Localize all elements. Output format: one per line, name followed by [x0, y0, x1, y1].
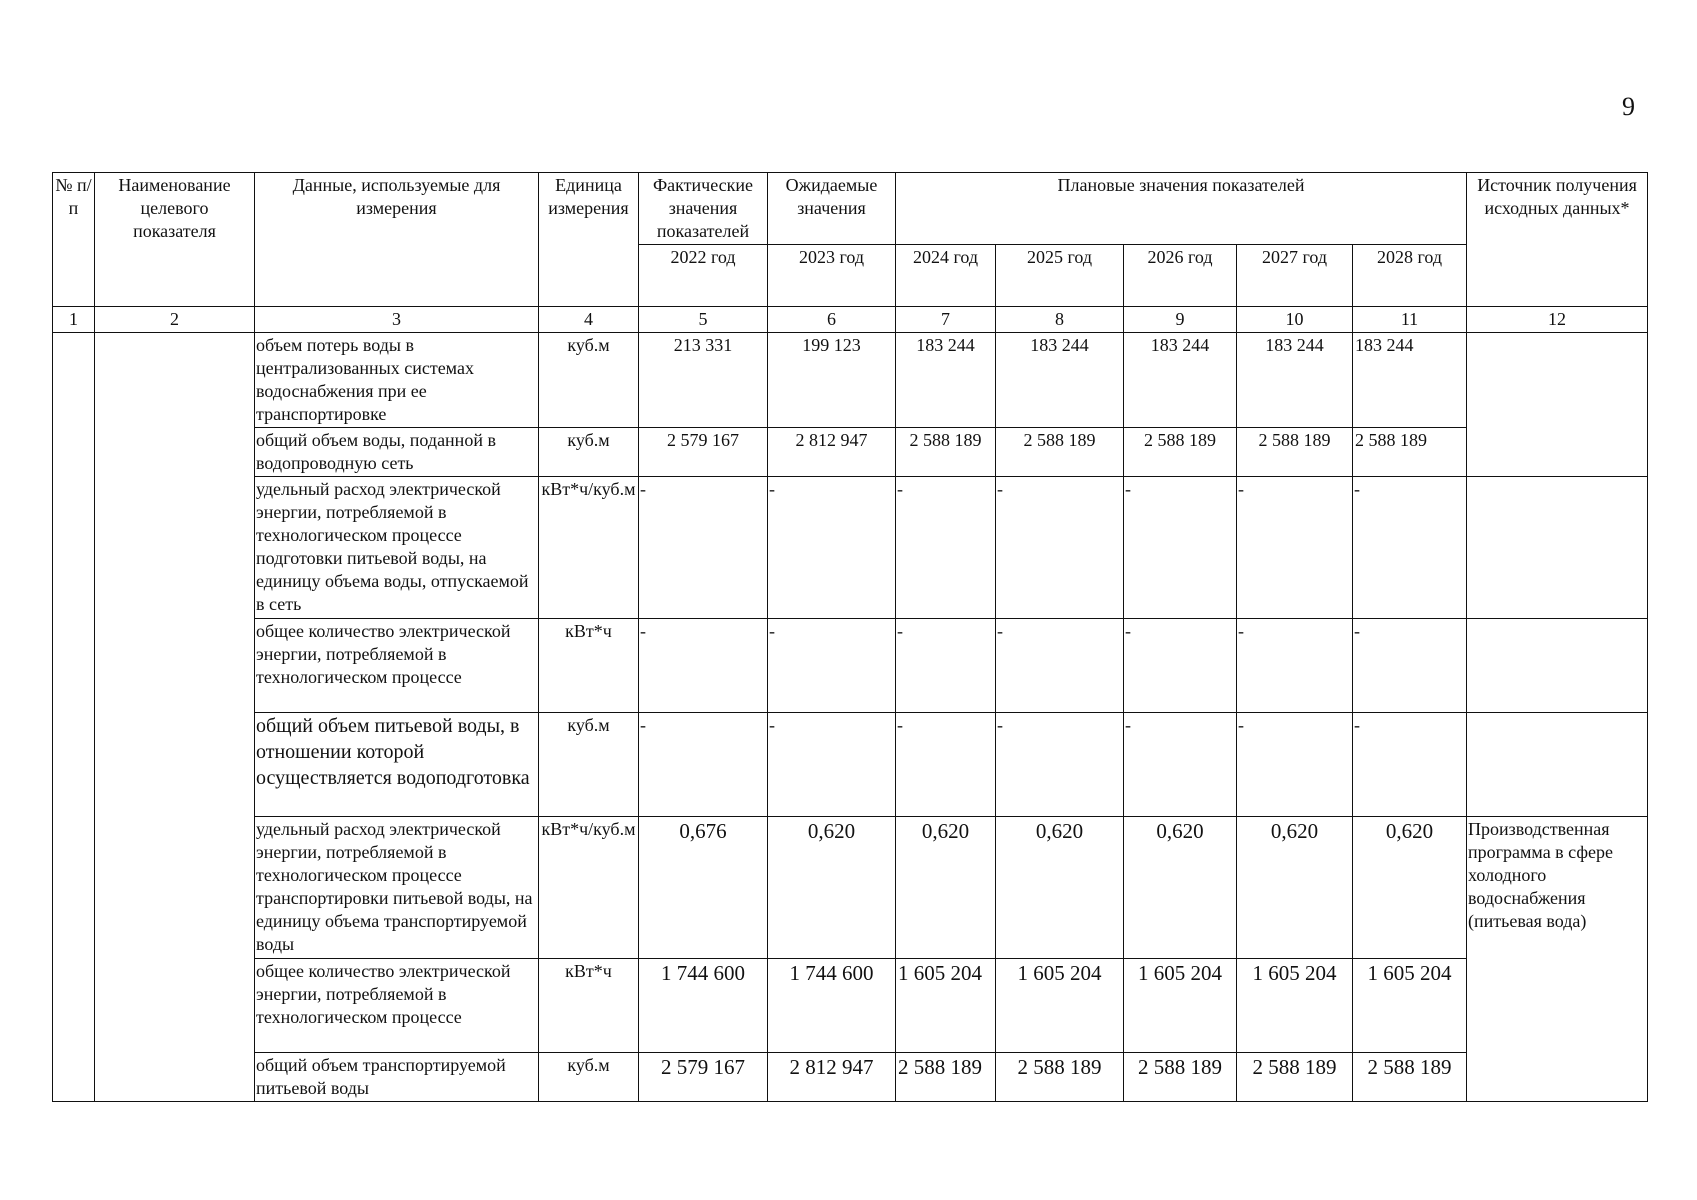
value-2024: -: [896, 713, 996, 817]
value-2023: 0,620: [768, 817, 896, 959]
value-2028: -: [1353, 713, 1467, 817]
value-2028: 1 605 204: [1353, 959, 1467, 1053]
value-2023: -: [768, 713, 896, 817]
header-planned: Плановые значения показателей: [896, 173, 1467, 245]
header-year-2025: 2025 год: [996, 245, 1124, 307]
source-cell-empty: [1467, 477, 1648, 619]
row-unit: куб.м: [539, 713, 639, 817]
value-2026: 0,620: [1124, 817, 1237, 959]
value-2024: -: [896, 619, 996, 713]
header-num: № п/п: [53, 173, 95, 307]
table-row: [53, 428, 1648, 477]
value-2027: -: [1237, 619, 1353, 713]
column-number: 3: [255, 307, 539, 333]
row-unit: куб.м: [539, 1053, 639, 1102]
value-2027: 1 605 204: [1237, 959, 1353, 1053]
column-number: 5: [639, 307, 768, 333]
column-number: 11: [1353, 307, 1467, 333]
column-number: 4: [539, 307, 639, 333]
value-2022: 1 744 600: [639, 959, 768, 1053]
value-2025: 0,620: [996, 817, 1124, 959]
header-name: Наименование целевого показателя: [95, 173, 255, 307]
row-unit: кВт*ч/куб.м: [539, 817, 639, 959]
header-data: Данные, используемые для измерения: [255, 173, 539, 307]
value-2022: 0,676: [639, 817, 768, 959]
value-2026: -: [1124, 477, 1237, 619]
value-2024: -: [896, 477, 996, 619]
value-2023: 2 812 947: [768, 428, 896, 477]
table-row: [53, 619, 1648, 713]
header-year-2027: 2027 год: [1237, 245, 1353, 307]
table-row: [53, 1053, 1648, 1102]
value-2024: 2 588 189: [896, 428, 996, 477]
row-description: удельный расход электрической энергии, потребляемой в технологическом процессе транспортировки питьевой воды, на единицу объема транспортируемой воды: [255, 817, 539, 959]
value-2023: 199 123: [768, 333, 896, 428]
header-expected: Ожидаемые значения: [768, 173, 896, 245]
header-year-2028: 2028 год: [1353, 245, 1467, 307]
value-2022: -: [639, 477, 768, 619]
row-unit: кВт*ч: [539, 619, 639, 713]
table-row: [53, 817, 1648, 959]
value-2025: 1 605 204: [996, 959, 1124, 1053]
column-number: 8: [996, 307, 1124, 333]
column-number: 12: [1467, 307, 1648, 333]
value-2026: 183 244: [1124, 333, 1237, 428]
column-number: 10: [1237, 307, 1353, 333]
column-number: 2: [95, 307, 255, 333]
column-number: 1: [53, 307, 95, 333]
value-2024: 0,620: [896, 817, 996, 959]
value-2025: -: [996, 713, 1124, 817]
source-text: Производственная программа в сфере холодного водоснабжения (питьевая вода): [1467, 817, 1648, 1102]
page-number: 9: [1622, 92, 1635, 121]
value-2027: -: [1237, 477, 1353, 619]
value-2025: -: [996, 477, 1124, 619]
value-2026: -: [1124, 619, 1237, 713]
value-2025: 2 588 189: [996, 428, 1124, 477]
table-row: [53, 713, 1648, 817]
value-2028: 2 588 189: [1353, 428, 1467, 477]
value-2022: 213 331: [639, 333, 768, 428]
header-year-2022: 2022 год: [639, 245, 768, 307]
value-2026: 1 605 204: [1124, 959, 1237, 1053]
row-unit: кВт*ч/куб.м: [539, 477, 639, 619]
column-number: 9: [1124, 307, 1237, 333]
row-unit: куб.м: [539, 428, 639, 477]
header-year-2026: 2026 год: [1124, 245, 1237, 307]
value-2028: 183 244: [1353, 333, 1467, 428]
value-2024: 2 588 189: [896, 1053, 996, 1102]
value-2025: 183 244: [996, 333, 1124, 428]
value-2023: -: [768, 477, 896, 619]
row-description: общее количество электрической энергии, потребляемой в технологическом процессе: [255, 619, 539, 713]
row-description: общее количество электрической энергии, потребляемой в технологическом процессе: [255, 959, 539, 1053]
value-2028: -: [1353, 619, 1467, 713]
value-2022: 2 579 167: [639, 428, 768, 477]
value-2028: 2 588 189: [1353, 1053, 1467, 1102]
value-2026: -: [1124, 713, 1237, 817]
row-unit: кВт*ч: [539, 959, 639, 1053]
source-cell-empty: [1467, 619, 1648, 713]
header-source: Источник получения исходных данных*: [1467, 173, 1648, 307]
value-2028: -: [1353, 477, 1467, 619]
row-description: объем потерь воды в централизованных системах водоснабжения при ее транспортировке: [255, 333, 539, 428]
value-2027: 2 588 189: [1237, 428, 1353, 477]
table-row: [53, 333, 1648, 428]
value-2025: -: [996, 619, 1124, 713]
value-2022: -: [639, 713, 768, 817]
value-2023: -: [768, 619, 896, 713]
column-number: 6: [768, 307, 896, 333]
row-description: общий объем питьевой воды, в отношении которой осуществляется водоподготовка: [255, 713, 539, 817]
indicator-table: [52, 172, 1648, 1102]
value-2027: 2 588 189: [1237, 1053, 1353, 1102]
source-cell-empty: [1467, 333, 1648, 477]
value-2023: 1 744 600: [768, 959, 896, 1053]
value-2022: 2 579 167: [639, 1053, 768, 1102]
row-number-cell: [53, 333, 95, 1102]
value-2025: 2 588 189: [996, 1053, 1124, 1102]
row-unit: куб.м: [539, 333, 639, 428]
value-2027: -: [1237, 713, 1353, 817]
value-2024: 1 605 204: [896, 959, 996, 1053]
value-2026: 2 588 189: [1124, 428, 1237, 477]
row-description: удельный расход электрической энергии, потребляемой в технологическом процессе подготовки питьевой воды, на единицу объема воды, отпускаемой в сеть: [255, 477, 539, 619]
column-number: 7: [896, 307, 996, 333]
value-2024: 183 244: [896, 333, 996, 428]
header-year-2024: 2024 год: [896, 245, 996, 307]
indicator-name-cell: [95, 333, 255, 1102]
table-row: [53, 477, 1648, 619]
value-2023: 2 812 947: [768, 1053, 896, 1102]
value-2026: 2 588 189: [1124, 1053, 1237, 1102]
header-actual: Фактические значения показателей: [639, 173, 768, 245]
value-2027: 183 244: [1237, 333, 1353, 428]
source-cell-empty: [1467, 713, 1648, 817]
value-2022: -: [639, 619, 768, 713]
value-2027: 0,620: [1237, 817, 1353, 959]
value-2028: 0,620: [1353, 817, 1467, 959]
row-description: общий объем воды, поданной в водопроводную сеть: [255, 428, 539, 477]
table-row: [53, 959, 1648, 1053]
header-unit: Единица измерения: [539, 173, 639, 307]
header-year-2023: 2023 год: [768, 245, 896, 307]
row-description: общий объем транспортируемой питьевой воды: [255, 1053, 539, 1102]
